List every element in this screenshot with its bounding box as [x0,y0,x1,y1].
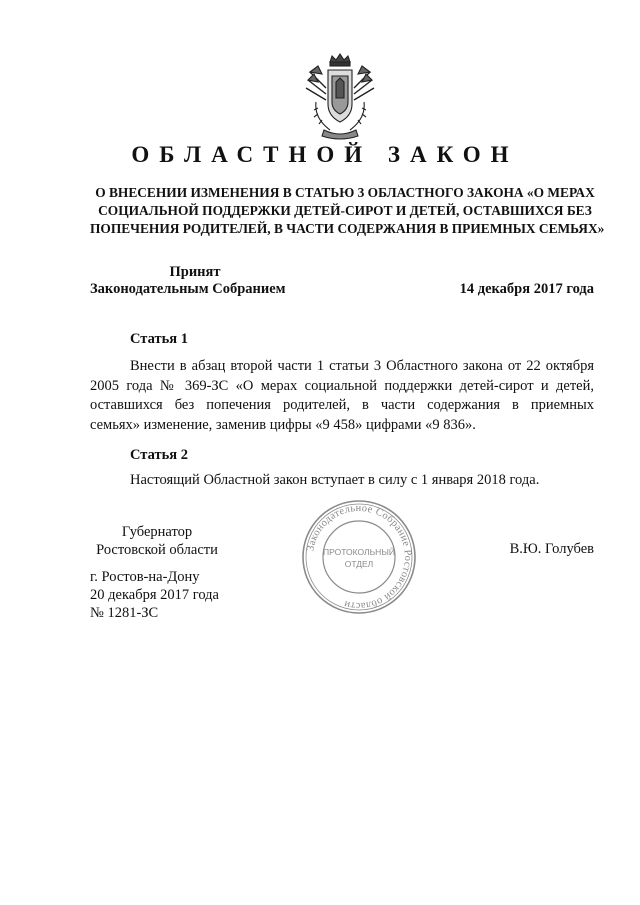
adopted-by: Законодательным Собранием [90,281,286,297]
article-1-line: 2005 года № 369-ЗС «О мерах социальной поддержки детей-сирот и детей, [90,377,594,394]
article-1-line: Внести в абзац второй части 1 статьи 3 Областного закона от 22 октября [130,358,594,374]
signatory-title-line: Губернатор [121,524,193,540]
stamp-center-line: ПРОТОКОЛЬНЫЙ [323,547,395,557]
article-1-heading: Статья 1 [130,331,188,347]
article-1-line: семьях» изменение, заменив цифры «9 458» цифрами «9 836». [90,416,476,433]
coat-of-arms-icon [300,52,380,142]
footer-date: 20 декабря 2017 года [90,587,219,603]
footer-number: № 1281-ЗС [90,605,159,621]
law-subtitle [90,184,605,238]
adopted-label: Принят [169,264,221,280]
adoption-date: 14 декабря 2017 года [459,281,594,297]
subtitle-line: ПОПЕЧЕНИЯ РОДИТЕЛЕЙ, В ЧАСТИ СОДЕРЖАНИЯ В ПРИЕМНЫХ СЕМЬЯХ» [90,221,605,236]
footer-city: г. Ростов-на-Дону [90,569,200,585]
stamp-ring-text: Законодательное Собрание Ростовской области [305,502,414,612]
article-1-line: оставшихся без попечения родителей, в части содержания в приемных [90,397,594,413]
law-title: ОБЛАСТНОЙ ЗАКОН [131,142,519,167]
subtitle-line: СОЦИАЛЬНОЙ ПОДДЕРЖКИ ДЕТЕЙ-СИРОТ И ДЕТЕЙ, ОСТАВШИХСЯ БЕЗ [98,203,592,218]
article-2-text: Настоящий Областной закон вступает в силу с 1 января 2018 года. [130,472,540,488]
document-footer [90,568,219,622]
official-stamp-icon [300,498,418,616]
signatory-name: В.Ю. Голубев [509,541,594,557]
subtitle-line: О ВНЕСЕНИИ ИЗМЕНЕНИЯ В СТАТЬЮ 3 ОБЛАСТНОГО ЗАКОНА «О МЕРАХ [95,185,595,200]
article-1-text [90,357,594,435]
signatory-title-line: Ростовской области [96,542,218,558]
stamp-center-line: ОТДЕЛ [344,559,374,569]
signatory-title [90,523,224,559]
article-2-heading: Статья 2 [130,447,188,463]
